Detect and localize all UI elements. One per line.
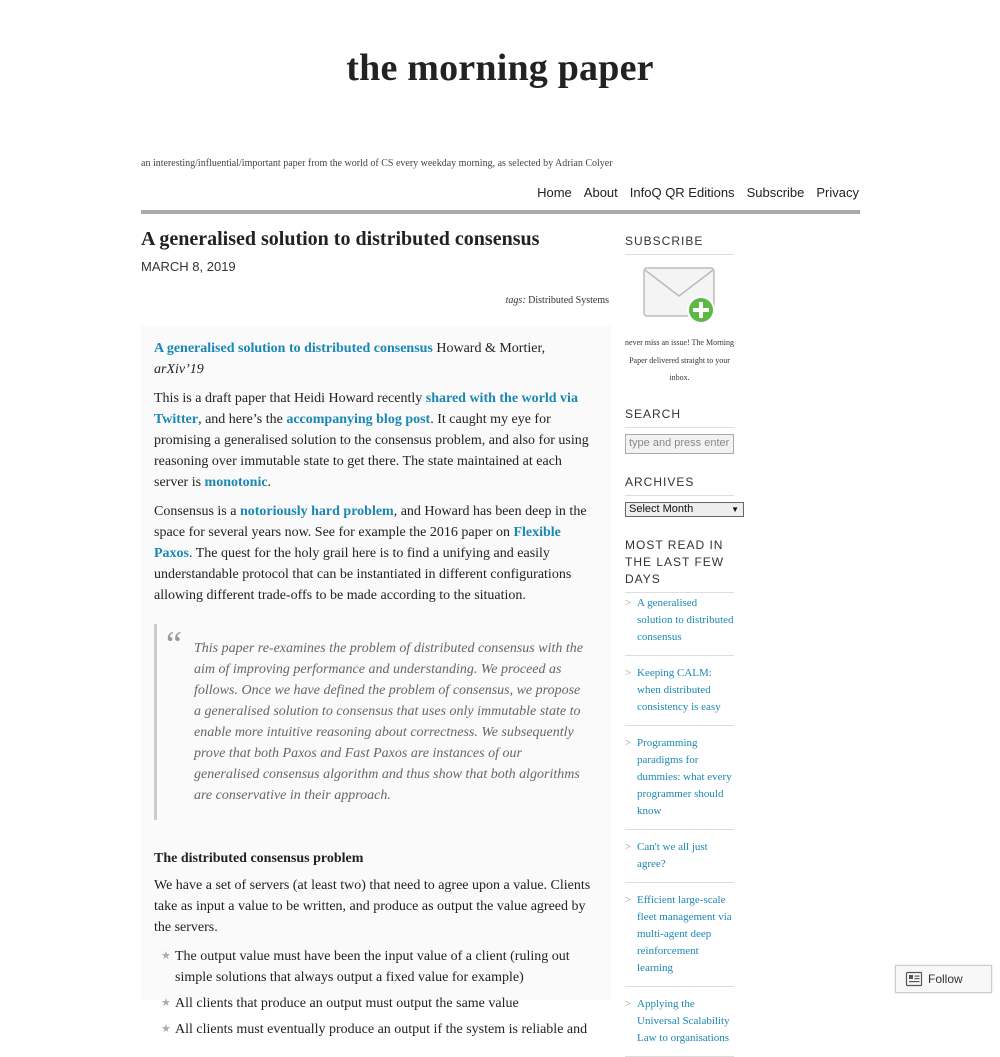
nav-about[interactable]: About — [583, 185, 618, 200]
chevron-right-icon: > — [625, 597, 632, 609]
most-read-list — [625, 586, 734, 1057]
nav-infoq-qr-editions[interactable]: InfoQ QR Editions — [629, 185, 735, 200]
section-heading: The distributed consensus problem — [154, 851, 364, 866]
quote-mark-icon: “ — [166, 624, 182, 664]
text: Consensus is a — [154, 504, 240, 519]
archives-selected-value: Select Month — [629, 503, 694, 515]
subscribe-text: never miss an issue! The Morning Paper delivered straight to your inbox. — [625, 338, 734, 382]
requirements-list — [154, 946, 598, 1040]
list-item — [625, 726, 734, 830]
site-tagline: an interesting/influential/important paper from the world of CS every weekday morning, as selected by Adrian Colyer — [141, 158, 613, 169]
subscribe-widget-title: SUBSCRIBE — [625, 233, 734, 255]
text: , and Howard has been deep in the space for several years now. See for example the 2016 paper on — [154, 504, 587, 540]
list-item — [161, 946, 598, 988]
follow-label: Follow — [928, 972, 963, 986]
text: . — [267, 475, 272, 490]
nav-subscribe[interactable]: Subscribe — [746, 185, 805, 200]
consensus-paragraph — [154, 501, 598, 606]
citation-authors: Howard & Mortier, — [432, 341, 546, 356]
intro-paragraph — [154, 388, 598, 493]
main-nav — [537, 185, 859, 200]
nav-home[interactable]: Home — [537, 185, 572, 200]
chevron-right-icon: > — [625, 667, 632, 679]
star-bullet-icon: ★ — [161, 997, 171, 1009]
post-tags — [506, 295, 609, 306]
text: . It caught my eye for promising a generalised solution to the consensus problem, and also for using reasoning over immutable state to get there. The state maintained at each server is — [154, 412, 589, 490]
most-read-link[interactable]: Efficient large-scale fleet management via multi-agent deep reinforcement learning — [637, 894, 732, 974]
list-item-text: The output value must have been the input value of a client (ruling out simple solutions that always output a fixed value for example) — [175, 949, 570, 985]
blog-post-link[interactable]: accompanying blog post — [286, 412, 431, 427]
most-read-link[interactable]: Applying the Universal Scalability Law to organisations — [637, 998, 730, 1044]
nav-divider — [141, 210, 860, 214]
section-paragraph: We have a set of servers (at least two) that need to agree upon a value. Clients take as input a value to be written, and produce as output the value agreed by the servers. — [154, 878, 591, 935]
search-widget-title: SEARCH — [625, 406, 734, 428]
chevron-right-icon: > — [625, 737, 632, 749]
list-item-text: All clients that produce an output must output the same value — [175, 996, 519, 1011]
list-item — [625, 987, 734, 1057]
most-read-link[interactable]: Can't we all just agree? — [637, 841, 708, 870]
search-input[interactable]: type and press enter — [625, 434, 734, 454]
quote-text: This paper re-examines the problem of distributed consensus with the aim of improving performance and understanding. We proceed as follows. Once we have defined the problem of consensus, we propose a generalised solution to consensus that uses only immutable state to enable more intuitive reasoning about correctness. We subsequently prove that both Paxos and Fast Paxos are instances of our generalised consensus algorithm and thus show that both algorithms are conservative in their approach. — [194, 641, 583, 803]
follow-button[interactable] — [895, 965, 992, 993]
list-item — [625, 883, 734, 987]
abstract-quote — [154, 624, 598, 820]
wordpress-reader-icon — [906, 972, 922, 986]
most-read-link[interactable]: A generalised solution to distributed consensus — [637, 597, 734, 643]
archives-widget-title: ARCHIVES — [625, 474, 734, 496]
monotonic-link[interactable]: monotonic — [204, 475, 268, 490]
text: , and here’s the — [198, 412, 287, 427]
post-title[interactable]: A generalised solution to distributed consensus — [141, 228, 540, 250]
most-read-link[interactable]: Keeping CALM: when distributed consistency is easy — [637, 667, 721, 713]
list-item — [625, 656, 734, 726]
chevron-right-icon: > — [625, 841, 632, 853]
site-title[interactable]: the morning paper — [346, 47, 654, 89]
chevron-right-icon: > — [625, 894, 632, 906]
flexible-paxos-link[interactable]: Flexible Paxos — [154, 525, 561, 561]
most-read-link[interactable]: Programming paradigms for dummies: what every programmer should know — [637, 737, 732, 817]
list-item — [161, 1019, 598, 1040]
chevron-right-icon: > — [625, 998, 632, 1010]
paper-link[interactable]: A generalised solution to distributed consensus — [154, 341, 433, 356]
post-content — [141, 326, 611, 1037]
citation-venue: arXiv’19 — [154, 362, 204, 377]
citation — [154, 338, 598, 380]
text: . The quest for the holy grail here is to find a unifying and easily understandable protocol that can be instantiated in different configurations allowing different trade-offs to be made according to the situation. — [154, 546, 572, 603]
archives-select[interactable] — [625, 502, 744, 517]
twitter-link[interactable]: shared with the world via Twitter — [154, 391, 578, 427]
star-bullet-icon: ★ — [161, 950, 171, 962]
list-item — [625, 586, 734, 656]
star-bullet-icon: ★ — [161, 1023, 171, 1035]
subscribe-envelope-icon[interactable] — [643, 266, 717, 326]
list-item — [161, 993, 598, 1014]
most-read-widget-title: MOST READ IN THE LAST FEW DAYS — [625, 537, 734, 593]
nav-privacy[interactable]: Privacy — [816, 185, 859, 200]
text: This is a draft paper that Heidi Howard recently — [154, 391, 426, 406]
tags-label: tags: — [505, 295, 526, 306]
post-date: MARCH 8, 2019 — [141, 259, 236, 274]
list-item-text: All clients must eventually produce an output if the system is reliable and — [175, 1022, 588, 1037]
list-item — [625, 830, 734, 883]
tag-distributed-systems[interactable]: Distributed Systems — [528, 295, 609, 306]
hard-problem-link[interactable]: notoriously hard problem — [239, 504, 394, 519]
dropdown-arrow-icon: ▼ — [731, 505, 739, 514]
